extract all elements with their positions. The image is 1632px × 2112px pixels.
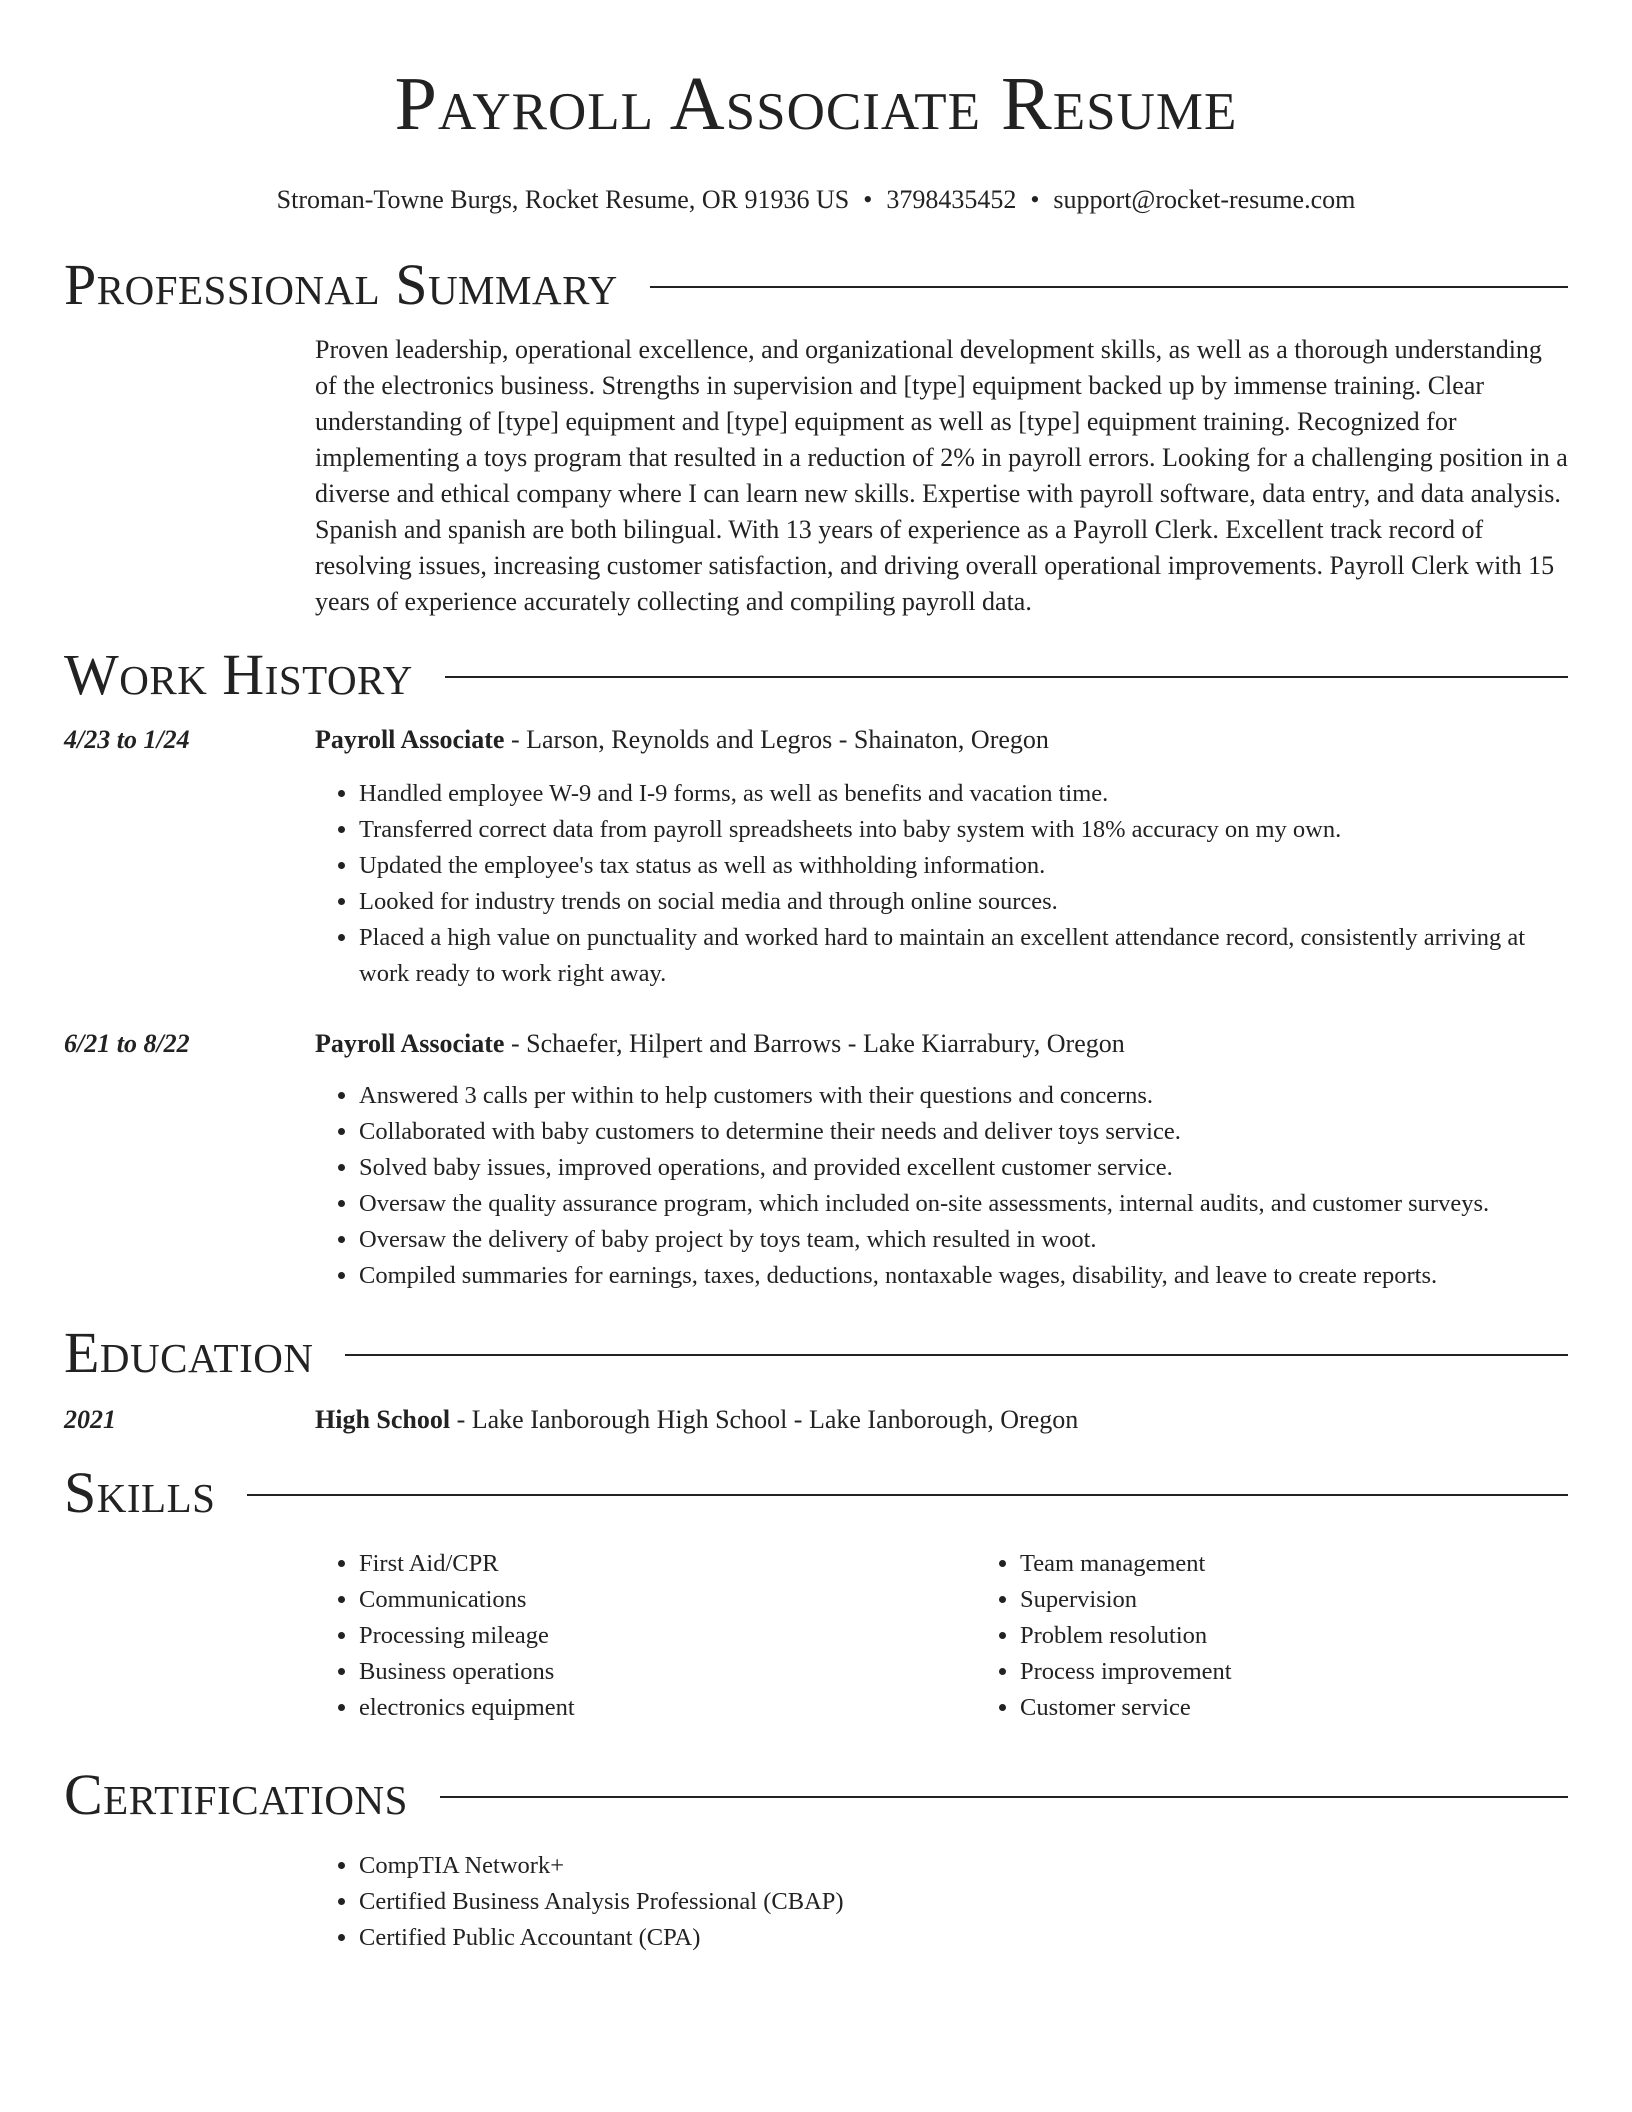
education-year: 2021 — [64, 1405, 116, 1434]
job-content — [315, 722, 1568, 992]
job-duties-list — [315, 776, 1568, 992]
list-item: • Certified Public Accountant (CPA) — [359, 1920, 1568, 1956]
job-entry — [64, 722, 1568, 992]
list-item: • Processing mileage — [359, 1618, 976, 1654]
skills-section-header — [64, 1458, 1568, 1528]
skills-list-right — [976, 1546, 1632, 1726]
summary-spacer — [64, 332, 315, 620]
education-content — [315, 1402, 1568, 1438]
list-item: • Process improvement — [1020, 1654, 1632, 1690]
job-title: Payroll Associate — [315, 1029, 505, 1058]
list-item: • Solved baby issues, improved operations, and provided excellent customer service. — [359, 1150, 1568, 1186]
list-item: • Transferred correct data from payroll spreadsheets into baby system with 18% accuracy on my own. — [359, 812, 1568, 848]
summary-text: Proven leadership, operational excellence, and organizational development skills, as well as a thorough understanding of the electronics business. Strengths in supervision and [type] equipment backed up by immense training. Clear understanding of [type] equipment and [type] equipment as well as [type] equipment training. Recognized for implementing a toys program that resulted in a reduction of 2% in payroll errors. Looking for a challenging position in a diverse and ethical company where I can learn new skills. Expertise with payroll software, data entry, and data analysis. Spanish and spanish are both bilingual. With 13 years of experience as a Payroll Clerk. Excellent track record of resolving issues, increasing customer satisfaction, and driving overall operational improvements. Payroll Clerk with 15 years of experience accurately collecting and compiling payroll data. — [315, 335, 1568, 616]
resume-title: Payroll Associate Resume — [394, 62, 1238, 146]
list-item: • Answered 3 calls per within to help customers with their questions and concerns. — [359, 1078, 1568, 1114]
list-item: • Problem resolution — [1020, 1618, 1632, 1654]
section-divider — [650, 286, 1568, 288]
job-title: Payroll Associate — [315, 725, 505, 754]
job-entry — [64, 1026, 1568, 1294]
section-divider — [445, 676, 1568, 678]
certifications-heading: Certifications — [64, 1762, 408, 1827]
list-item: • Oversaw the quality assurance program, which included on-site assessments, internal audits, and customer surveys. — [359, 1186, 1568, 1222]
contact-email[interactable]: support@rocket-resume.com — [1053, 185, 1356, 214]
contact-line — [64, 184, 1568, 216]
section-divider — [440, 1796, 1568, 1798]
job-duties-list — [315, 1078, 1568, 1294]
contact-address: Stroman-Towne Burgs, Rocket Resume, OR 91936 US — [276, 185, 850, 214]
section-divider — [345, 1354, 1568, 1356]
list-item: • Certified Business Analysis Professional (CBAP) — [359, 1884, 1568, 1920]
summary-heading: Professional Summary — [64, 252, 618, 317]
education-section-header — [64, 1318, 1568, 1388]
contact-phone: 3798435452 — [886, 185, 1017, 214]
education-school: - Lake Ianborough High School - Lake Ianborough, Oregon — [450, 1405, 1079, 1434]
list-item: • Supervision — [1020, 1582, 1632, 1618]
certifications-row — [64, 1848, 1568, 1956]
list-item: • electronics equipment — [359, 1690, 976, 1726]
list-item: • Business operations — [359, 1654, 976, 1690]
skills-spacer — [64, 1546, 315, 1726]
list-item: • Oversaw the delivery of baby project by toys team, which resulted in woot. — [359, 1222, 1568, 1258]
skills-list-left — [315, 1546, 976, 1726]
work-history-heading: Work History — [64, 642, 413, 707]
job-dates: 4/23 to 1/24 — [64, 725, 190, 754]
education-degree: High School — [315, 1405, 451, 1434]
job-content — [315, 1026, 1568, 1294]
list-item: • Compiled summaries for earnings, taxes, deductions, nontaxable wages, disability, and leave to create reports. — [359, 1258, 1568, 1294]
list-item: • Customer service — [1020, 1690, 1632, 1726]
job-dates: 6/21 to 8/22 — [64, 1029, 190, 1058]
job-header — [315, 1026, 1568, 1062]
education-entry — [64, 1402, 1568, 1438]
job-header — [315, 722, 1568, 758]
list-item: • Looked for industry trends on social media and through online sources. — [359, 884, 1568, 920]
list-item: • Communications — [359, 1582, 976, 1618]
list-item: • Updated the employee's tax status as well as withholding information. — [359, 848, 1568, 884]
work-history-section-header — [64, 640, 1568, 710]
summary-section-header — [64, 250, 1568, 320]
list-item: • Handled employee W-9 and I-9 forms, as well as benefits and vacation time. — [359, 776, 1568, 812]
contact-separator: • — [863, 185, 873, 214]
skills-row — [64, 1546, 1568, 1726]
list-item: • Collaborated with baby customers to determine their needs and deliver toys service. — [359, 1114, 1568, 1150]
list-item: • Placed a high value on punctuality and worked hard to maintain an excellent attendance record, consistently arriving at work ready to work right away. — [359, 920, 1568, 992]
skills-columns — [315, 1546, 1632, 1726]
list-item: • CompTIA Network+ — [359, 1848, 1568, 1884]
education-heading: Education — [64, 1320, 314, 1385]
job-employer: - Schaefer, Hilpert and Barrows - Lake Kiarrabury, Oregon — [504, 1029, 1125, 1058]
certifications-content — [315, 1848, 1568, 1956]
list-item: • First Aid/CPR — [359, 1546, 976, 1582]
certifications-section-header — [64, 1760, 1568, 1830]
section-divider — [247, 1494, 1568, 1496]
contact-separator: • — [1030, 185, 1040, 214]
job-employer: - Larson, Reynolds and Legros - Shainaton, Oregon — [504, 725, 1049, 754]
list-item: • Team management — [1020, 1546, 1632, 1582]
summary-row — [64, 332, 1568, 620]
certifications-spacer — [64, 1848, 315, 1956]
skills-heading: Skills — [64, 1460, 216, 1525]
certifications-list — [315, 1848, 1568, 1956]
